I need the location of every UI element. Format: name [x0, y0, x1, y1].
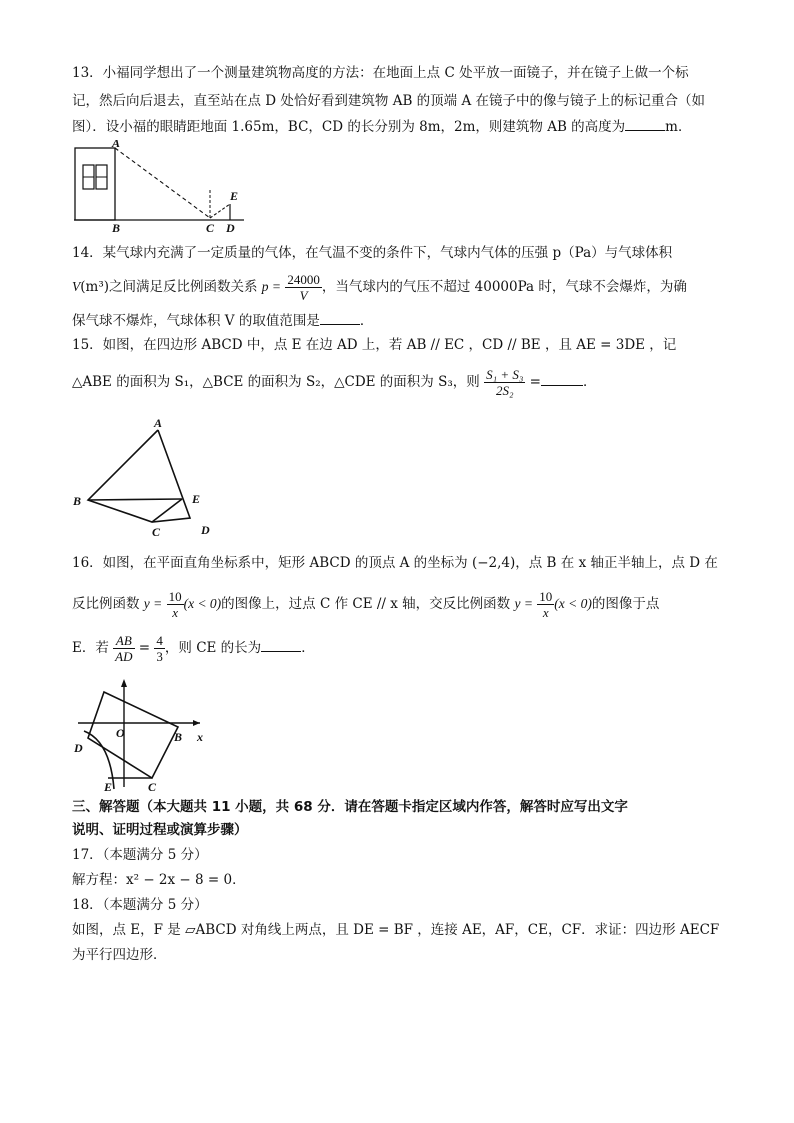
q14-formula-den: V — [299, 288, 308, 303]
rectangle-ABCD — [88, 692, 178, 778]
label-x: x — [197, 730, 203, 744]
q13-line2: 记，然后向后退去，直至站在点 D 处恰好看到建筑物 AB 的顶端 A 在镜子中的像与镜子上的标记重合（如 — [72, 93, 705, 109]
q16-line3-mid: ，则 CE 的长为 — [164, 640, 262, 656]
q16-func-fraction-1 — [167, 589, 184, 620]
q16-line1: 16．如图，在平面直角坐标系中，矩形 ABCD 的顶点 A 的坐标为 (−2,4)，点 B 在 x 轴正半轴上，点 D 在 — [72, 555, 718, 571]
label-D: D — [74, 741, 83, 755]
q14-line3 — [72, 310, 373, 331]
q16-func-num-2: 10 — [539, 589, 553, 604]
q14-var-V: V — [72, 279, 81, 294]
q15-line1: 15．如图，在四边形 ABCD 中，点 E 在边 AD 上，若 AB // EC ，CD // BE ，且 AE = 3DE ，记 — [72, 337, 677, 353]
sight-line-a — [115, 148, 210, 218]
label-O: O — [116, 726, 125, 740]
q15-answer-blank[interactable] — [541, 371, 583, 386]
q16-figure — [70, 675, 220, 795]
q15-fraction — [484, 367, 525, 398]
q14-unit: (m³) — [80, 279, 109, 295]
q16-func-den-2: x — [542, 605, 549, 620]
q14-formula-num: 24000 — [287, 272, 320, 287]
sight-line-e — [210, 204, 230, 218]
q18-line1: 如图，点 E，F 是 ▱ABCD 对角线上两点，且 DE = BF ，连接 AE，AF，CE，CF．求证：四边形 AECF — [72, 922, 720, 938]
q16-line3-end: ． — [301, 640, 315, 656]
q14-answer-blank[interactable] — [320, 310, 360, 325]
label-B: B — [73, 494, 82, 508]
q16-y-eq-1: y = — [143, 596, 163, 611]
q13-answer-blank[interactable] — [625, 116, 665, 131]
q16-answer-blank[interactable] — [261, 637, 301, 652]
q16-line2-mid: 的图像上，过点 C 作 CE // x 轴，交反比例函数 — [221, 596, 511, 612]
q16-line2-text: 反比例函数 — [72, 596, 140, 612]
q14-line2-tail: ，当气球内的气压不超过 40000Pa 时，气球不会爆炸，为确 — [321, 279, 687, 295]
x-axis-arrow — [193, 720, 200, 726]
q16-func-num-1: 10 — [168, 589, 182, 604]
q14-line2 — [72, 270, 687, 304]
label-B: B — [174, 730, 183, 744]
q15-frac-den: 2S₂ — [495, 383, 514, 398]
q16-ratio-fraction — [113, 633, 134, 664]
q13-line3-text: 图）．设小福的眼睛距地面 1.65m，BC，CD 的长分别为 8m，2m，则建筑物 AB 的高度为 — [72, 119, 626, 135]
q15-frac-num: S₁ + S₃ — [486, 367, 524, 382]
q16-ratio-den: AD — [115, 649, 133, 664]
q15-figure — [70, 415, 220, 540]
label-A: A — [112, 140, 121, 150]
q16-y-eq-2: y = — [514, 596, 533, 611]
q16-ratio-num2: 4 — [156, 633, 163, 648]
label-D: D — [226, 221, 235, 235]
label-C: C — [148, 780, 157, 794]
q13-line1: 13．小福同学想出了一个测量建筑物高度的方法：在地面上点 C 处平放一面镜子，并在镜子上做一个标 — [72, 65, 689, 81]
q14-line1: 14．某气球内充满了一定质量的气体，在气温不变的条件下，气球内气体的压强 p（Pa）与气球体积 — [72, 245, 673, 261]
label-C: C — [206, 221, 215, 235]
q15-equals: = — [529, 374, 541, 390]
label-C: C — [152, 525, 161, 539]
label-D: D — [201, 523, 210, 537]
label-E: E — [104, 780, 113, 794]
q16-func-fraction-2 — [537, 589, 554, 620]
q16-line3 — [72, 628, 315, 668]
label-B: B — [112, 221, 121, 235]
q16-cond-2: (x < 0) — [554, 596, 592, 611]
section3-heading-line1: 三、解答题（本大题共 11 小题，共 68 分．请在答题卡指定区域内作答，解答时应写出文字 — [72, 799, 628, 815]
quadrilateral-ABCD — [88, 430, 190, 522]
label-E: E — [192, 492, 201, 506]
q15-line2 — [72, 363, 596, 401]
section3-heading-line2: 说明、证明过程或演算步骤） — [72, 822, 248, 838]
q16-func-den-1: x — [172, 605, 178, 620]
q14-line3-text: 保气球不爆炸，气球体积 V 的取值范围是 — [72, 313, 320, 329]
q13-line3-unit: m． — [665, 119, 692, 135]
q17-body: 解方程：x² − 2x − 8 = 0． — [72, 872, 246, 888]
q17-head: 17．（本题满分 5 分） — [72, 847, 208, 863]
q15-line2-text: △ABE 的面积为 S₁，△BCE 的面积为 S₂，△CDE 的面积为 S₃，则 — [72, 374, 480, 390]
q14-formula-lhs: p = — [261, 279, 282, 294]
q16-cond-1: (x < 0) — [183, 596, 222, 611]
q16-line3-text: E．若 — [72, 640, 109, 656]
label-E: E — [230, 189, 239, 203]
q15-line2-end: ． — [582, 374, 597, 390]
building — [75, 148, 115, 220]
q18-line2: 为平行四边形． — [72, 947, 167, 963]
q13-figure — [72, 140, 252, 235]
q16-ratio-value — [154, 633, 165, 664]
q14-line2-text: 之间满足反比例函数关系 — [109, 279, 258, 295]
q13-line3 — [72, 116, 691, 137]
q18-head: 18．（本题满分 5 分） — [72, 897, 208, 913]
q16-ratio-den2: 3 — [156, 649, 163, 664]
segment-BE — [88, 499, 182, 500]
q14-formula-fraction — [285, 272, 322, 303]
q16-ratio-eq: = — [138, 640, 151, 656]
label-A: A — [154, 416, 163, 430]
q16-line2 — [72, 584, 659, 624]
q16-line2-tail: 的图像于点 — [591, 596, 660, 612]
q16-ratio-num: AB — [113, 633, 134, 649]
y-axis-arrow — [121, 679, 127, 687]
q14-line3-end: ． — [359, 313, 374, 329]
